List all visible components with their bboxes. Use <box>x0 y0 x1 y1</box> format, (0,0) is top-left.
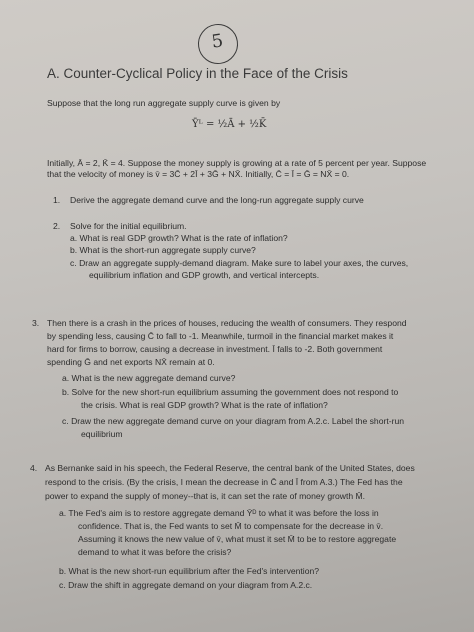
sub-question-c: c. Draw the new aggregate demand curve on your diagram from A.2.c. Label the short-run <box>62 416 405 426</box>
question-line-1: As Bernanke said in his speech, the Federal Reserve, the central bank of the United States, does <box>45 463 415 473</box>
sub-question-a: a. What is real GDP growth? What is the rate of inflation? <box>70 233 288 243</box>
question-line-2: respond to the crisis. (By the crisis, I mean the decrease in C̄ and Ī from A.3.) The Fed has the <box>45 477 403 487</box>
sub-question-c-cont: equilibrium <box>81 429 123 439</box>
sub-question-c-cont: equilibrium inflation and GDP growth, and vertical intercepts. <box>89 270 320 280</box>
sub-question-a: a. What is the new aggregate demand curve? <box>62 373 236 383</box>
question-line-4: spending Ḡ and net exports NX̄ remain at 0. <box>47 357 215 367</box>
question-line-2: by spending less, causing C̄ to fall to -1. Meanwhile, turmoil in the financial market makes it <box>47 331 394 341</box>
lras-formula: Ȳᴸ = ½Ā + ½K̄ <box>192 119 267 130</box>
question-number: 3. <box>32 318 40 328</box>
sub-question-c: c. Draw the shift in aggregate demand on your diagram from A.2.c. <box>59 580 313 590</box>
question-number: 2. <box>53 221 61 231</box>
sub-question-a: a. The Fed's aim is to restore aggregate demand Ȳᴰ to what it was before the loss in <box>59 508 379 518</box>
sub-question-c: c. Draw an aggregate supply-demand diagram. Make sure to label your axes, the curves, <box>70 258 409 268</box>
question-number: 1. <box>53 195 61 205</box>
question-text: Derive the aggregate demand curve and the long-run aggregate supply curve <box>70 195 364 205</box>
question-line-1: Then there is a crash in the prices of houses, reducing the wealth of consumers. They respond <box>47 318 407 328</box>
sub-question-b-cont: the crisis. What is real GDP growth? What is the rate of inflation? <box>81 400 328 410</box>
section-title: A. Counter-Cyclical Policy in the Face of the Crisis <box>47 66 348 81</box>
initially-line-1: Initially, Ā = 2, K̄ = 4. Suppose the money supply is growing at a rate of 5 percent per year. Suppose <box>47 158 427 168</box>
intro-text: Suppose that the long run aggregate supply curve is given by <box>47 98 281 108</box>
sub-question-b: b. Solve for the new short-run equilibrium assuming the government does not respond to <box>62 387 399 397</box>
initially-line-2: that the velocity of money is v̄ = 3C̄ + 2Ī + 3Ḡ + NX̄. Initially, C̄ = Ī = Ḡ = NX̄ = 0. <box>47 169 350 179</box>
sub-question-b: b. What is the short-run aggregate supply curve? <box>70 245 256 255</box>
sub-question-a-line-4: demand to what it was before the crisis? <box>78 547 232 557</box>
sub-question-a-line-3: Assuming it knows the new value of v̄, what must it set M̄ to be to restore aggregate <box>78 534 397 544</box>
page-number: 5 <box>210 30 225 53</box>
question-line-3: hard for firms to borrow, causing a decrease in investment. Ī falls to -2. Both government <box>47 344 383 354</box>
question-line-3: power to expand the supply of money--that is, it can set the rate of money growth M̄. <box>45 491 366 501</box>
question-number: 4. <box>30 463 38 473</box>
question-text: Solve for the initial equilibrium. <box>70 221 187 231</box>
page-number-circle <box>195 21 240 66</box>
sub-question-a-line-2: confidence. That is, the Fed wants to set M̄ to compensate for the decrease in v̄. <box>78 521 384 531</box>
sub-question-b: b. What is the new short-run equilibrium after the Fed's intervention? <box>59 566 320 576</box>
